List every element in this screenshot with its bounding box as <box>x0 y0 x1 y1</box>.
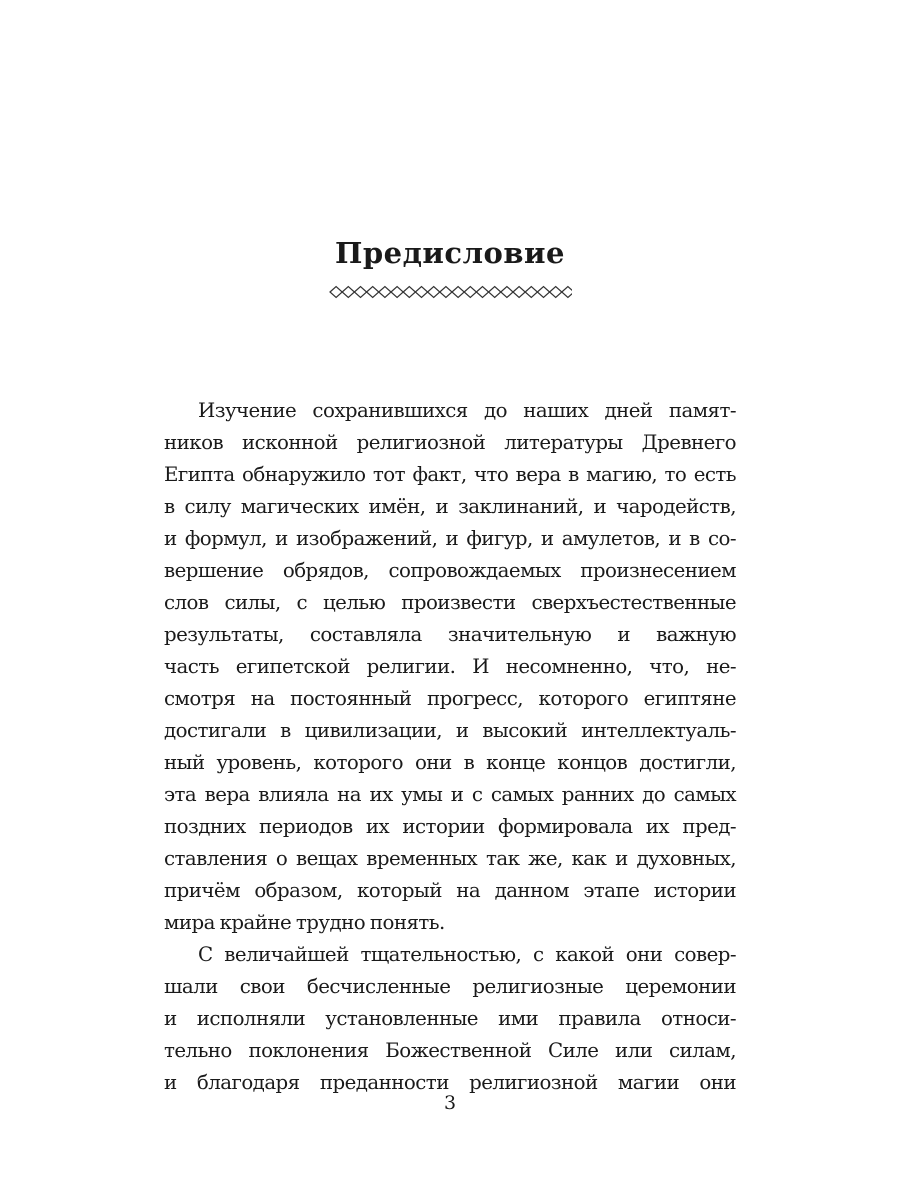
text-line: ставления о вещах временных так же, как и духовных, <box>164 847 736 870</box>
ornament-diamond <box>489 287 501 298</box>
text-line: С величайшей тщательностью, с какой они совер- <box>198 943 736 966</box>
text-line: эта вера влияла на их умы и с самых ранних до самых <box>164 783 736 806</box>
text-line: тельно поклонения Божественной Силе или силам, <box>164 1039 736 1062</box>
ornament-diamond <box>476 287 488 298</box>
text-line: слов силы, с целью произвести сверхъестественные <box>164 591 736 614</box>
page-number: 3 <box>443 1092 457 1114</box>
diamond-chain-ornament <box>328 284 572 300</box>
ornament-diamond <box>342 287 354 298</box>
ornament-diamond <box>415 287 427 298</box>
ornament-diamond <box>562 287 572 298</box>
ornament-diamond <box>367 287 379 298</box>
ornament-diamond <box>354 287 366 298</box>
ornament-diamond <box>440 287 452 298</box>
text-line: Изучение сохранившихся до наших дней памят- <box>198 399 736 422</box>
text-line: в силу магических имён, и заклинаний, и чародейств, <box>164 495 736 518</box>
ornament-diamond <box>403 287 415 298</box>
text-line: смотря на постоянный прогресс, которого египтяне <box>164 687 736 710</box>
ornament-diamond <box>537 287 549 298</box>
body-text <box>164 395 736 1099</box>
ornament-diamond <box>452 287 464 298</box>
ornament-diamond <box>330 287 342 298</box>
ornament-diamond <box>464 287 476 298</box>
ornament-diamond <box>379 287 391 298</box>
text-line: вершение обрядов, сопровождаемых произнесением <box>164 559 736 582</box>
text-line: и исполняли установленные ими правила относи- <box>164 1007 736 1030</box>
ornament-diamond <box>550 287 562 298</box>
text-line: мира крайне трудно понять. <box>164 911 445 934</box>
text-line: достигали в цивилизации, и высокий интеллектуаль- <box>164 719 736 742</box>
text-line: часть египетской религии. И несомненно, что, не- <box>164 655 736 678</box>
ornament-diamond <box>428 287 440 298</box>
text-line: шали свои бесчисленные религиозные церемонии <box>164 975 736 998</box>
paragraph-2 <box>164 939 736 1099</box>
ornament-diamond <box>391 287 403 298</box>
text-line: и формул, и изображений, и фигур, и амулетов, и в со- <box>164 527 736 550</box>
text-line: и благодаря преданности религиозной магии они <box>164 1071 736 1094</box>
ornament-diamond <box>513 287 525 298</box>
ornament-diamond <box>501 287 513 298</box>
text-line: поздних периодов их истории формировала их пред- <box>164 815 736 838</box>
text-line: Египта обнаружило тот факт, что вера в магию, то есть <box>164 463 736 486</box>
text-line: ный уровень, которого они в конце концов достигли, <box>164 751 736 774</box>
text-line: ников исконной религиозной литературы Древнего <box>164 431 736 454</box>
text-line: причём образом, который на данном этапе истории <box>164 879 736 902</box>
text-line: результаты, составляла значительную и важную <box>164 623 736 646</box>
chapter-title: Предисловие <box>334 236 565 270</box>
ornament-diamond <box>525 287 537 298</box>
paragraph-1 <box>164 395 736 939</box>
